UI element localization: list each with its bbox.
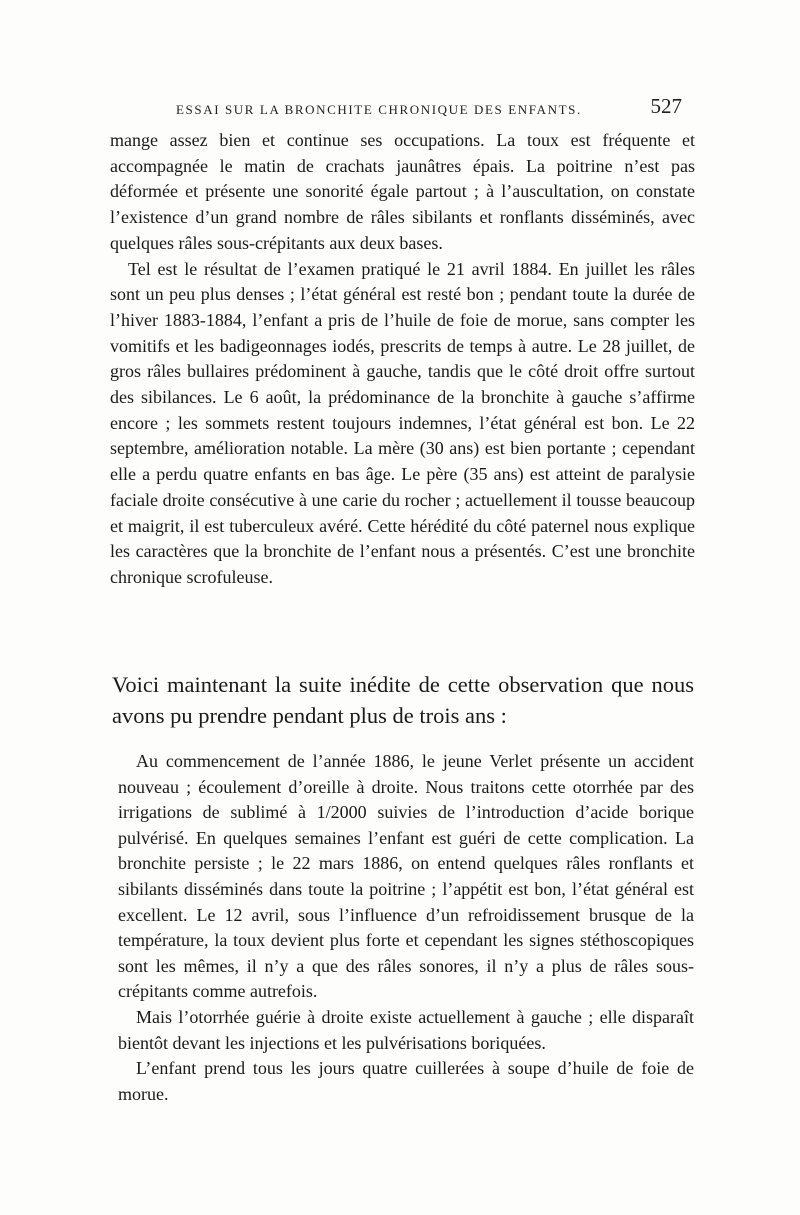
- text-block-transition: [112, 669, 694, 731]
- page-header: [112, 94, 682, 124]
- paragraph-cod-liver-oil: L’enfant prend tous les jours quatre cuillerées à soupe d’huile de foie de morue.: [118, 1058, 694, 1104]
- paragraph-examination: Tel est le résultat de l’examen pratiqué le 21 avril 1884. En juillet les râles sont un peu plus denses ; l’état général est resté bon ; pendant toute la durée de l’hiver 1883-1884, l’enfant a pris de l’huile de foie de morue, sans compter les vomitifs et les badigeonnages iodés, prescrits de temps à autre. Le 28 juillet, de gros râles bullaires prédominent à gauche, tandis que le côté droit offre surtout des sibilances. Le 6 août, la prédominance de la bronchite à gauche s’affirme encore ; les sommets restent toujours indemnes, l’état général est bon. Le 22 septembre, amélioration notable. La mère (30 ans) est bien portante ; cependant elle a perdu quatre enfants en bas âge. Le père (35 ans) est atteint de paralysie faciale droite consécutive à une carie du rocher ; actuellement il tousse beaucoup et maigrit, il est tuberculeux avéré. Cette hérédité du côté paternel nous explique les caractères que la bronchite de l’enfant nous a présentés. C’est une bronchite chronique scrofuleuse.: [110, 258, 695, 587]
- text-block-case-history: [110, 128, 695, 591]
- page-number: 527: [650, 94, 682, 118]
- running-title: ESSAI SUR LA BRONCHITE CHRONIQUE DES ENFANTS.: [176, 102, 582, 117]
- paragraph-transition: Voici maintenant la suite inédite de cette observation que nous avons pu prendre pendant plus de trois ans :: [112, 672, 694, 728]
- paragraph-otorrhea-left: Mais l’otorrhée guérie à droite existe actuellement à gauche ; elle disparaît bientôt devant les injections et les pulvérisations boriquées.: [118, 1006, 694, 1053]
- paragraph-continued: mange assez bien et continue ses occupations. La toux est fréquente et accompagnée le matin de crachats jaunâtres épais. La poitrine n’est pas déformée et présente une sonorité égale partout ; à l’auscultation, on constate l’existence d’un grand nombre de râles sibilants et ronflants disséminés, avec quelques râles sous-crépitants aux deux bases.: [110, 130, 695, 253]
- text-block-follow-up: [118, 749, 694, 1107]
- paragraph-otorrhea-1886: Au commencement de l’année 1886, le jeune Verlet présente un accident nouveau ; écoulement d’oreille à droite. Nous traitons cette otorrhée par des irrigations de sublimé à 1/2000 suivies de l’introduction d’acide borique pulvérisé. En quelques semaines l’enfant est guéri de cette complication. La bronchite persiste ; le 22 mars 1886, on entend quelques râles ronflants et sibilants disséminés dans toute la poitrine ; l’appétit est bon, l’état général est excellent. Le 12 avril, sous l’influence d’un refroidissement brusque de la température, la toux devient plus forte et cependant les signes stéthoscopiques sont les mêmes, il n’y a que des râles sonores, il n’y a plus de râles sous-crépitants comme autrefois.: [118, 751, 694, 1002]
